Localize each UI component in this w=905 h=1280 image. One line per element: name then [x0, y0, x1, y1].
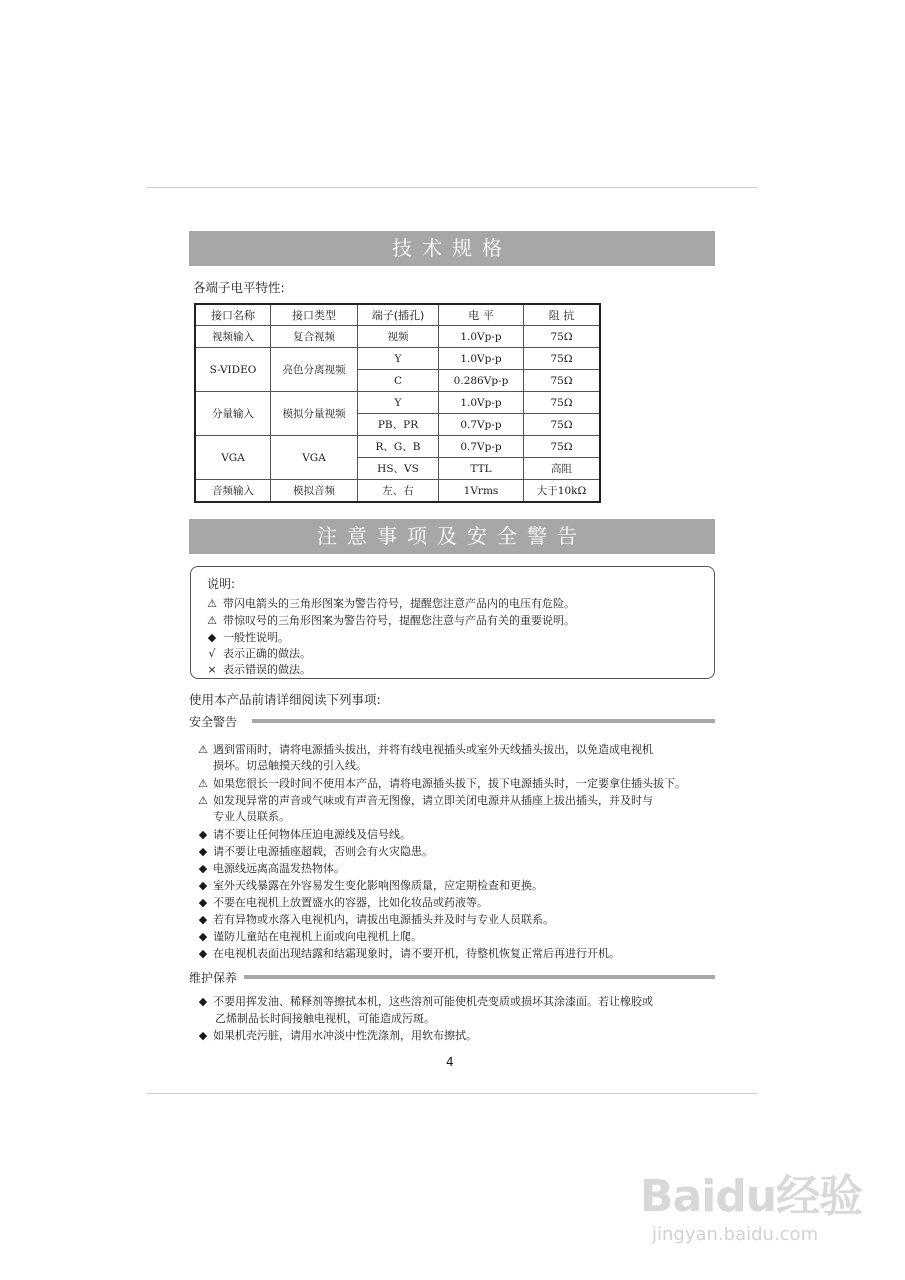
cell-level: 0.286Vp-p — [439, 370, 524, 392]
item-text: 如果您很长一段时间不使用本产品，请将电源插头拔下，拔下电源插头时，一定要拿住插头拔下。 — [213, 777, 686, 790]
item-text: 如发现异常的声音或气味或有声音无图像，请立即关闭电源并从插座上拔出插头，并及时与 — [213, 794, 653, 807]
table-row — [195, 480, 600, 503]
diamond-bullet-icon: ◆ — [198, 845, 208, 858]
table-row — [195, 326, 600, 348]
item-text: 若有异物或水落入电视机内，请拔出电源插头并及时与专业人员联系。 — [213, 913, 554, 926]
cell-impedance: 75Ω — [524, 326, 601, 348]
item-text: 不要在电视机上放置盛水的容器，比如化妆品或药液等。 — [213, 896, 488, 909]
table-caption: 各端子电平特性: — [193, 280, 285, 295]
maintenance-item — [195, 993, 653, 1009]
col-header: 阻 抗 — [524, 304, 601, 326]
cell-level: 0.7Vp-p — [439, 436, 524, 458]
legend-text: 表示错误的做法。 — [223, 663, 311, 676]
diamond-bullet-icon: ◆ — [198, 862, 208, 875]
diamond-bullet-icon: ◆ — [198, 879, 208, 892]
diamond-bullet-icon: ◆ — [198, 1029, 208, 1042]
col-header: 接口名称 — [195, 304, 271, 326]
cell-level: 0.7Vp-p — [439, 414, 524, 436]
spec-table — [194, 303, 601, 503]
cell-terminal: HS、VS — [358, 458, 439, 480]
legend-item — [203, 595, 575, 611]
watermark-url: jingyan.baidu.com — [652, 1224, 819, 1245]
page-number: 4 — [446, 1055, 454, 1069]
col-header: 端子(插孔) — [358, 304, 439, 326]
cell-level: 1Vrms — [439, 480, 524, 503]
warning-triangle-icon: ⚠ — [207, 597, 217, 610]
cell-level: 1.0Vp-p — [439, 348, 524, 370]
cell-impedance: 75Ω — [524, 370, 601, 392]
safety-item — [195, 775, 686, 791]
cell-name: 音频输入 — [195, 480, 271, 503]
diamond-bullet-icon: ◆ — [198, 913, 208, 926]
safety-item — [195, 860, 345, 876]
cell-impedance: 75Ω — [524, 348, 601, 370]
diamond-bullet-icon: ◆ — [198, 896, 208, 909]
safety-item — [195, 911, 554, 927]
item-text: 电源线远离高温发热物体。 — [213, 862, 345, 875]
item-text: 谨防儿童站在电视机上面或向电视机上爬。 — [213, 930, 422, 943]
legend-item — [203, 661, 311, 677]
cell-name: S-VIDEO — [195, 348, 271, 392]
legend-text: 带惊叹号的三角形图案为警告符号，提醒您注意与产品有关的重要说明。 — [223, 614, 575, 627]
maintenance-heading: 维护保养 — [189, 971, 238, 985]
safety-item — [195, 843, 433, 859]
warning-triangle-icon: ⚠ — [198, 794, 208, 807]
checkmark-icon: √ — [208, 647, 216, 660]
cell-impedance: 75Ω — [524, 436, 601, 458]
diamond-bullet-icon: ◆ — [198, 995, 208, 1008]
cell-terminal: Y — [358, 348, 439, 370]
cross-icon: × — [207, 663, 217, 676]
legend-item — [203, 645, 311, 661]
cell-type: 复合视频 — [271, 326, 358, 348]
safety-item — [195, 877, 543, 893]
safety-item — [195, 894, 488, 910]
watermark-logo: Baidu经验 — [640, 1171, 863, 1222]
legend-item — [203, 612, 575, 628]
baidu-watermark — [640, 1160, 863, 1245]
maintenance-heading-rule — [244, 975, 715, 979]
table-row — [195, 436, 600, 458]
item-text: 室外天线暴露在外容易发生变化影响图像质量，应定期检查和更换。 — [213, 879, 543, 892]
cell-name: 分量输入 — [195, 392, 271, 436]
cell-terminal: 左、右 — [358, 480, 439, 503]
legend-item — [203, 629, 289, 645]
safety-item — [195, 741, 653, 757]
intro-text: 使用本产品前请详细阅读下列事项: — [189, 692, 381, 707]
safety-heading: 安全警告 — [189, 715, 238, 729]
table-header-row — [195, 304, 600, 326]
cell-name: 视频输入 — [195, 326, 271, 348]
item-text: 遇到雷雨时，请将电源插头拔出，并将有线电视插头或室外天线插头拔出，以免造成电视机 — [213, 743, 653, 756]
cell-terminal: 视频 — [358, 326, 439, 348]
warning-triangle-icon: ⚠ — [198, 777, 208, 790]
item-text: 请不要让任何物体压迫电源线及信号线。 — [213, 828, 411, 841]
cell-impedance: 75Ω — [524, 414, 601, 436]
cell-type: 模拟音频 — [271, 480, 358, 503]
maintenance-item-cont: 乙烯制品长时间接触电视机，可能造成污斑。 — [215, 1012, 435, 1025]
table-row — [195, 392, 600, 414]
safety-item — [195, 945, 620, 961]
cell-terminal: PB、PR — [358, 414, 439, 436]
legend-text: 带闪电箭头的三角形图案为警告符号，提醒您注意产品内的电压有危险。 — [223, 597, 575, 610]
warning-triangle-icon: ⚠ — [198, 743, 208, 756]
cell-impedance: 高阻 — [524, 458, 601, 480]
cell-impedance: 大于10kΩ — [524, 480, 601, 503]
safety-item — [195, 826, 411, 842]
cell-name: VGA — [195, 436, 271, 480]
item-text: 不要用挥发油、稀释剂等擦拭本机，这些溶剂可能使机壳变质或损坏其涂漆面。若让橡胶或 — [213, 995, 653, 1008]
cell-type: VGA — [271, 436, 358, 480]
cell-terminal: Y — [358, 392, 439, 414]
diamond-bullet-icon: ◆ — [207, 631, 217, 644]
col-header: 电 平 — [439, 304, 524, 326]
diamond-bullet-icon: ◆ — [198, 828, 208, 841]
safety-item — [195, 792, 653, 808]
safety-item-cont: 损坏。切忌触摸天线的引入线。 — [213, 759, 367, 772]
safety-item-cont: 专业人员联系。 — [213, 810, 290, 823]
cell-type: 亮色分离视频 — [271, 348, 358, 392]
table-row — [195, 348, 600, 370]
safety-item — [195, 928, 422, 944]
diamond-bullet-icon: ◆ — [198, 947, 208, 960]
diamond-bullet-icon: ◆ — [198, 930, 208, 943]
cell-impedance: 75Ω — [524, 392, 601, 414]
col-header: 接口类型 — [271, 304, 358, 326]
legend-box — [190, 566, 715, 679]
legend-text: 表示正确的做法。 — [223, 647, 311, 660]
cell-level: 1.0Vp-p — [439, 392, 524, 414]
legend-title: 说明: — [207, 577, 236, 591]
safety-heading-rule — [252, 719, 715, 723]
item-text: 请不要让电源插座超载，否则会有火灾隐患。 — [213, 845, 433, 858]
item-text: 如果机壳污脏，请用水冲淡中性洗涤剂，用软布擦拭。 — [213, 1029, 477, 1042]
cell-level: 1.0Vp-p — [439, 326, 524, 348]
cell-terminal: C — [358, 370, 439, 392]
section-banner-safety: 注意事项及安全警告 — [189, 519, 715, 554]
cell-level: TTL — [439, 458, 524, 480]
legend-text: 一般性说明。 — [223, 631, 289, 644]
warning-triangle-icon: ⚠ — [207, 614, 217, 627]
item-text: 在电视机表面出现结露和结霜现象时，请不要开机，待整机恢复正常后再进行开机。 — [213, 947, 620, 960]
cell-terminal: R、G、B — [358, 436, 439, 458]
maintenance-item — [195, 1027, 477, 1043]
cell-type: 模拟分量视频 — [271, 392, 358, 436]
section-banner-specs: 技术规格 — [189, 231, 715, 266]
